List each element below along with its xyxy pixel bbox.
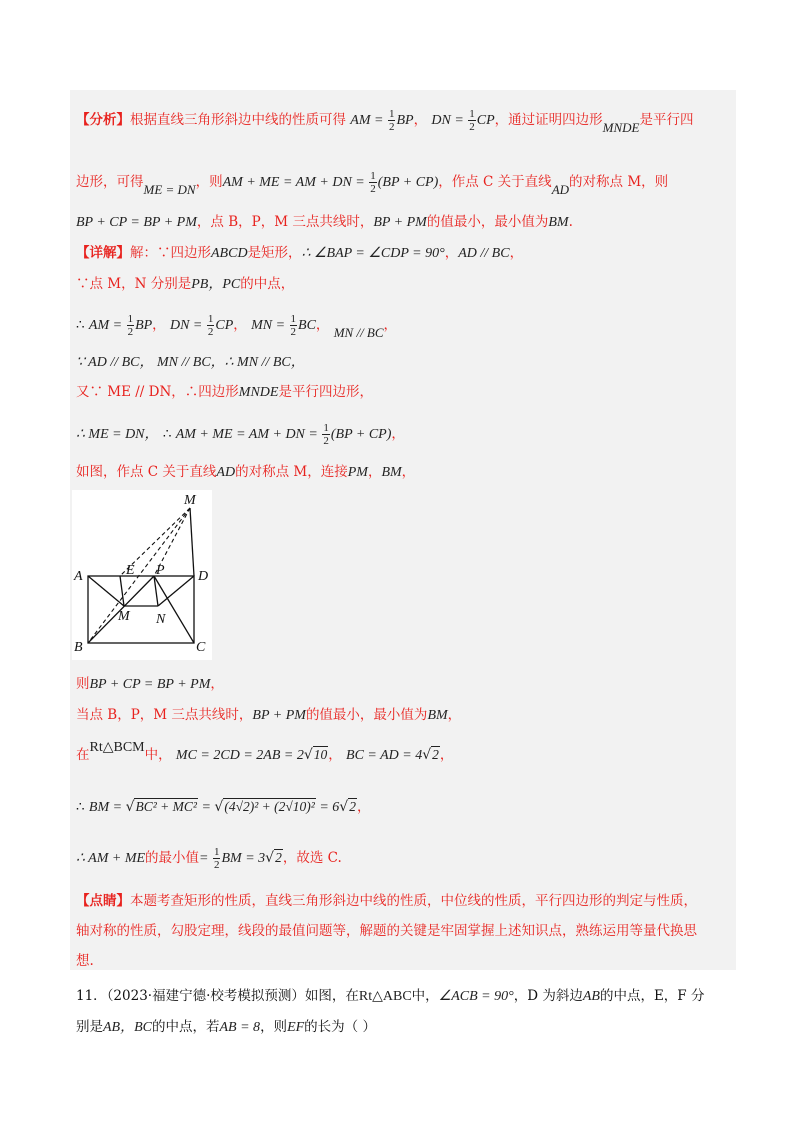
analysis-line-3: BP + CP = BP + PM，点 B，P，M 三点共线时，BP + PM的值最小，最小值为BM. [76,214,573,230]
detail-line-2: ∵点 M，N 分别是PB，PC的中点， [76,276,295,292]
fraction: $\frac{1}{2}$ [323,422,329,447]
fraction: $\frac{1}{2}$ [388,108,395,133]
question-line-1: 11．（2023·福建宁德·校考模拟预测）如图，在Rt△ABC中，∠ACB = 90°，D 为斜边AB的中点，E，F 分 [76,988,705,1004]
detail-line-1: 【详解】解：∵四边形ABCD是矩形，∴ ∠BAP = ∠CDP = 90°，AD // BC， [76,245,524,261]
fraction: $\frac{1}{2}$ [290,313,297,338]
detail-line-5: 又∵ ME // DN，∴四边形MNDE是平行四边形， [76,384,373,400]
detail-line-12: ∴ AM + ME的最小值= $\frac{1}{2}$ BM = 3√2，故选 C. [76,846,342,871]
detail-line-8: 则BP + CP = BP + PM， [76,676,224,692]
label-a: A [74,569,83,584]
fraction: $\frac{1}{2}$ [370,170,376,195]
analysis-line-2: 边形，可得ME = DN，则AM + ME = AM + DN = $\frac{1}{2}$ (BP + CP)，作点 C 关于直线AD的对称点 M，则 [76,170,669,197]
label-m-top: M [184,493,196,508]
comment-line-2: 轴对称的性质，勾股定理，线段的最值问题等，解题的关键是牢固掌握上述知识点，熟练运用等量代换思 [76,923,697,939]
detail-line-4: ∵ AD // BC， MN // BC，∴ MN // BC， [76,355,305,370]
label-e: E [126,563,135,578]
detail-line-11: ∴ BM = √BC² + MC² = √(4√2)² + (2√10)² = 6√2， [76,799,371,815]
geometry-figure [72,490,212,660]
label-d: D [198,569,209,584]
question-number: 11． [76,988,107,1004]
detail-line-6: ∴ ME = DN， ∴ AM + ME = AM + DN = $\frac{1}{2}$ (BP + CP)， [76,422,405,447]
label-c: C [196,640,206,655]
label-n: N [156,612,166,627]
label-m-low: M [118,609,130,624]
label-p: P [156,563,165,578]
fraction: $\frac{1}{2}$ [207,313,214,338]
detail-line-10: 在Rt△BCM中， MC = 2CD = 2AB = 2√10， BC = AD = 4√2， [76,740,454,763]
detail-line-7: 如图，作点 C 关于直线AD的对称点 M，连接PM，BM， [76,464,416,480]
comment-line-3: 想. [76,953,94,969]
comment-line-1: 【点睛】本题考查矩形的性质，直线三角形斜边中线的性质，中位线的性质，平行四边形的判定与性质， [76,893,697,909]
fraction: $\frac{1}{2}$ [127,313,134,338]
label-b: B [74,640,83,655]
question-line-2: 别是AB，BC的中点，若AB = 8，则EF的长为（ ） [76,1019,376,1035]
fraction: $\frac{1}{2}$ [213,846,220,871]
detail-line-3: ∴ AM = $\frac{1}{2}$ BP， DN = $\frac{1}{2}$ CP， MN = $\frac{1}{2}$ BC， MN // BC， [76,313,398,340]
detail-line-9: 当点 B，P，M 三点共线时，BP + PM的值最小，最小值为BM， [76,707,462,723]
fraction: $\frac{1}{2}$ [469,108,475,133]
analysis-line-1: 【分析】根据直线三角形斜边中线的性质可得 AM = $\frac{1}{2}$ BP， DN = $\frac{1}{2}$ CP，通过证明四边形MNDE是平行四 [76,108,694,135]
